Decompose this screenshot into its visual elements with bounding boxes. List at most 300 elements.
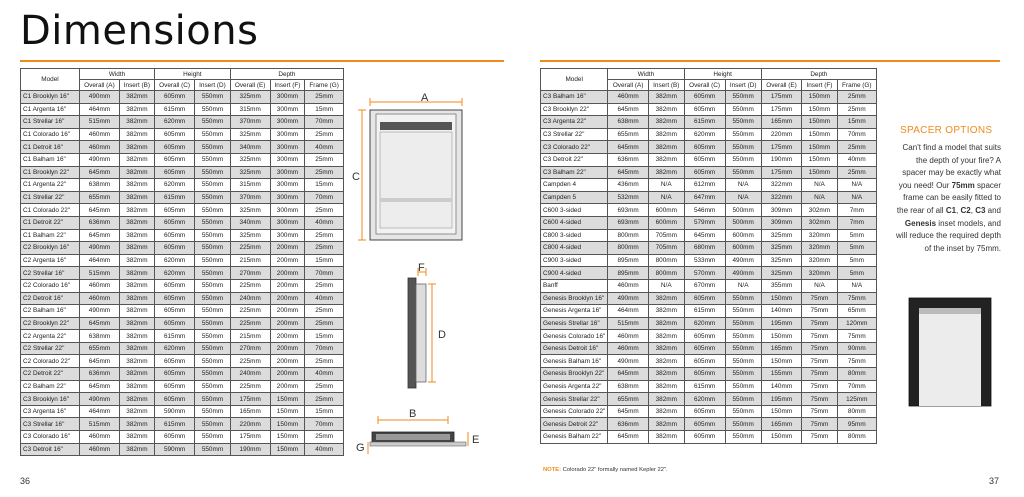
value-cell: 125mm [837,393,876,406]
value-cell: 300mm [270,116,305,129]
value-cell: 693mm [608,216,649,229]
value-cell: 200mm [270,342,305,355]
value-cell: 382mm [119,103,154,116]
model-cell: Genesis Colorado 16" [541,330,608,343]
value-cell: 490mm [80,393,120,406]
value-cell: 615mm [154,330,194,343]
value-cell: N/A [648,179,684,192]
model-cell: C3 Colorado 22" [541,141,608,154]
table-row [541,292,877,305]
value-cell: 382mm [648,355,684,368]
table-row [21,267,344,280]
value-cell: 225mm [230,355,270,368]
dimensions-table-right [540,68,877,444]
value-cell: 75mm [837,292,876,305]
value-cell: 315mm [230,103,270,116]
value-cell: 25mm [305,393,344,406]
value-cell: 382mm [119,355,154,368]
value-cell: 309mm [761,216,802,229]
value-cell: 150mm [270,393,305,406]
value-cell: 550mm [725,380,761,393]
value-cell: 645mm [608,141,649,154]
value-cell: 175mm [761,166,802,179]
value-cell: 75mm [802,393,837,406]
value-cell: 382mm [648,317,684,330]
sub-header: Insert (F) [802,80,837,91]
model-cell: Genesis Strellar 22" [541,393,608,406]
value-cell: 464mm [80,103,120,116]
value-cell: 645mm [608,431,649,444]
value-cell: 382mm [648,418,684,431]
table-row [541,128,877,141]
value-cell: 25mm [305,279,344,292]
value-cell: 75mm [802,342,837,355]
value-cell: 645mm [80,355,120,368]
value-cell: 25mm [837,91,876,104]
width-header: Width [80,69,155,80]
table-row [541,279,877,292]
table-row [21,342,344,355]
value-cell: 590mm [154,405,194,418]
value-cell: 638mm [608,380,649,393]
model-cell: C1 Brooklyn 16" [21,91,80,104]
model-cell: C3 Strellar 16" [21,418,80,431]
table-row [21,216,344,229]
value-cell: 515mm [80,418,120,431]
value-cell: 605mm [684,342,725,355]
value-cell: 612mm [684,179,725,192]
model-cell: Genesis Colorado 22" [541,405,608,418]
value-cell: 75mm [802,317,837,330]
front-view-diagram [350,92,470,252]
value-cell: 315mm [230,179,270,192]
value-cell: 570mm [684,267,725,280]
value-cell: 550mm [195,380,231,393]
value-cell: 382mm [119,342,154,355]
value-cell: 655mm [80,191,120,204]
model-cell: C1 Strellar 16" [21,116,80,129]
value-cell: 200mm [270,317,305,330]
value-cell: 800mm [648,254,684,267]
height-header: Height [684,69,761,80]
value-cell: 550mm [195,166,231,179]
value-cell: 382mm [119,153,154,166]
value-cell: 550mm [725,368,761,381]
table-body-left [21,91,344,456]
value-cell: 550mm [195,431,231,444]
value-cell: 190mm [761,153,802,166]
value-cell: 615mm [154,191,194,204]
value-cell: 75mm [802,305,837,318]
value-cell: 150mm [802,141,837,154]
value-cell: 309mm [761,204,802,217]
height-header: Height [154,69,230,80]
value-cell: 600mm [725,229,761,242]
label-f: F [418,262,425,274]
model-cell: C800 4-sided [541,242,608,255]
table-row [21,380,344,393]
value-cell: 75mm [802,355,837,368]
value-cell: 225mm [230,380,270,393]
value-cell: 620mm [154,254,194,267]
value-cell: N/A [725,191,761,204]
value-cell: 550mm [195,368,231,381]
table-row [541,380,877,393]
value-cell: 150mm [802,166,837,179]
value-cell: 5mm [837,254,876,267]
value-cell: 382mm [648,405,684,418]
value-cell: 550mm [195,443,231,456]
model-cell: C3 Brooklyn 22" [541,103,608,116]
value-cell: 382mm [119,179,154,192]
value-cell: 645mm [608,103,649,116]
value-cell: 140mm [761,305,802,318]
model-header: Model [541,69,608,91]
model-cell: C2 Detroit 16" [21,292,80,305]
model-cell: C3 Strellar 22" [541,128,608,141]
sub-header: Overall (C) [154,80,194,91]
value-cell: 460mm [608,342,649,355]
value-cell: 460mm [80,141,120,154]
label-a: A [421,92,429,104]
model-cell: C2 Balham 22" [21,380,80,393]
value-cell: 550mm [725,418,761,431]
value-cell: 605mm [684,368,725,381]
sub-header: Overall (A) [608,80,649,91]
model-cell: Genesis Argenta 22" [541,380,608,393]
value-cell: 550mm [725,153,761,166]
value-cell: 382mm [119,166,154,179]
value-cell: 382mm [648,292,684,305]
value-cell: 693mm [608,204,649,217]
value-cell: 382mm [648,342,684,355]
value-cell: 75mm [802,380,837,393]
value-cell: 605mm [154,141,194,154]
sub-header: Overall (A) [80,80,120,91]
table-body-right [541,91,877,444]
value-cell: 25mm [837,103,876,116]
value-cell: 200mm [270,305,305,318]
value-cell: 605mm [154,431,194,444]
value-cell: 550mm [195,267,231,280]
top-view-diagram [366,410,476,460]
value-cell: 550mm [195,128,231,141]
value-cell: 70mm [305,267,344,280]
value-cell: 490mm [608,355,649,368]
table-row [21,292,344,305]
sub-header: Frame (G) [837,80,876,91]
value-cell: 200mm [270,368,305,381]
value-cell: 605mm [684,355,725,368]
label-c: C [352,171,360,183]
value-cell: 322mm [761,191,802,204]
table-row [541,166,877,179]
value-cell: 382mm [119,305,154,318]
page-title: Dimensions [20,8,259,54]
value-cell: 620mm [684,393,725,406]
model-cell: C2 Colorado 16" [21,279,80,292]
value-cell: 645mm [608,166,649,179]
value-cell: 550mm [725,103,761,116]
value-cell: 150mm [802,128,837,141]
value-cell: 490mm [725,254,761,267]
table-row [21,229,344,242]
model-cell: Genesis Balham 22" [541,431,608,444]
depth-header: Depth [230,69,343,80]
value-cell: 590mm [154,443,194,456]
value-cell: N/A [725,179,761,192]
value-cell: 638mm [80,179,120,192]
value-cell: 382mm [648,116,684,129]
value-cell: 460mm [80,292,120,305]
sub-header: Insert (D) [195,80,231,91]
value-cell: 165mm [761,418,802,431]
model-cell: Genesis Brooklyn 22" [541,368,608,381]
value-cell: 225mm [230,305,270,318]
value-cell: 605mm [154,242,194,255]
value-cell: 615mm [684,380,725,393]
value-cell: 75mm [837,355,876,368]
value-cell: N/A [802,279,837,292]
model-cell: C1 Brooklyn 22" [21,166,80,179]
value-cell: 150mm [270,405,305,418]
table-row [21,204,344,217]
value-cell: 655mm [80,342,120,355]
model-cell: C600 4-sided [541,216,608,229]
table-row [541,103,877,116]
model-cell: C3 Detroit 16" [21,443,80,456]
value-cell: 5mm [837,267,876,280]
value-cell: 195mm [761,393,802,406]
value-cell: 600mm [648,216,684,229]
value-cell: 370mm [230,191,270,204]
value-cell: 550mm [725,355,761,368]
table-row [541,204,877,217]
value-cell: 165mm [761,116,802,129]
value-cell: 800mm [648,267,684,280]
value-cell: 636mm [608,418,649,431]
value-cell: 5mm [837,242,876,255]
value-cell: 80mm [837,368,876,381]
table-row [541,418,877,431]
value-cell: 515mm [80,116,120,129]
value-cell: 605mm [684,431,725,444]
value-cell: 670mm [684,279,725,292]
value-cell: 175mm [761,103,802,116]
value-cell: 325mm [230,229,270,242]
value-cell: 150mm [761,330,802,343]
value-cell: 382mm [648,431,684,444]
value-cell: 40mm [305,216,344,229]
value-cell: 615mm [684,305,725,318]
value-cell: 325mm [761,267,802,280]
model-cell: C3 Argenta 22" [541,116,608,129]
value-cell: 460mm [608,279,649,292]
value-cell: 550mm [195,153,231,166]
value-cell: 25mm [305,355,344,368]
value-cell: 320mm [802,267,837,280]
value-cell: 200mm [270,279,305,292]
value-cell: 605mm [154,305,194,318]
value-cell: 550mm [725,330,761,343]
value-cell: 550mm [195,216,231,229]
value-cell: 550mm [195,405,231,418]
value-cell: 382mm [119,405,154,418]
value-cell: 325mm [761,254,802,267]
model-header: Model [21,69,80,91]
model-cell: Genesis Brooklyn 16" [541,292,608,305]
value-cell: 800mm [608,242,649,255]
label-b: B [409,408,417,420]
table-row [21,179,344,192]
value-cell: 355mm [761,279,802,292]
table-row [541,116,877,129]
value-cell: 165mm [230,405,270,418]
value-cell: 25mm [305,242,344,255]
value-cell: 300mm [270,216,305,229]
value-cell: 550mm [725,91,761,104]
model-cell: C2 Argenta 16" [21,254,80,267]
value-cell: 120mm [837,317,876,330]
value-cell: 605mm [154,292,194,305]
value-cell: 382mm [119,204,154,217]
table-row [21,431,344,444]
value-cell: 25mm [837,166,876,179]
value-cell: 65mm [837,305,876,318]
table-row [541,91,877,104]
value-cell: 200mm [270,330,305,343]
value-cell: 460mm [608,330,649,343]
value-cell: 490mm [725,267,761,280]
value-cell: 382mm [119,267,154,280]
value-cell: N/A [837,179,876,192]
value-cell: 464mm [80,405,120,418]
model-cell: C2 Strellar 16" [21,267,80,280]
value-cell: 300mm [270,179,305,192]
table-row [541,179,877,192]
value-cell: 645mm [80,229,120,242]
value-cell: 382mm [119,216,154,229]
value-cell: 460mm [608,91,649,104]
model-cell: C1 Detroit 16" [21,141,80,154]
table-row [541,242,877,255]
value-cell: N/A [648,279,684,292]
value-cell: 382mm [119,317,154,330]
value-cell: 605mm [154,380,194,393]
table-row [21,317,344,330]
model-cell: Campden 5 [541,191,608,204]
model-cell: C3 Argenta 16" [21,405,80,418]
value-cell: 550mm [725,128,761,141]
value-cell: 605mm [684,405,725,418]
value-cell: 25mm [837,141,876,154]
model-cell: C1 Strellar 22" [21,191,80,204]
value-cell: 175mm [761,91,802,104]
value-cell: 636mm [80,216,120,229]
value-cell: 215mm [230,330,270,343]
page-number-left: 36 [20,476,31,486]
model-cell: C3 Balham 16" [541,91,608,104]
value-cell: 40mm [305,443,344,456]
value-cell: 25mm [305,380,344,393]
value-cell: 225mm [230,317,270,330]
value-cell: 200mm [270,292,305,305]
value-cell: 200mm [270,380,305,393]
model-cell: Genesis Balham 16" [541,355,608,368]
table-row [21,254,344,267]
value-cell: 382mm [119,393,154,406]
sub-header: Insert (D) [725,80,761,91]
model-cell: C900 3-sided [541,254,608,267]
title-rule-right [540,60,1000,62]
value-cell: 620mm [684,317,725,330]
note: NOTE: Colorado 22" formally named Kepler 22". [543,467,668,473]
model-cell: Banff [541,279,608,292]
value-cell: 70mm [305,116,344,129]
value-cell: 140mm [761,380,802,393]
value-cell: 550mm [725,116,761,129]
value-cell: 490mm [80,242,120,255]
value-cell: N/A [725,279,761,292]
table-row [541,393,877,406]
table-row [541,153,877,166]
value-cell: 240mm [230,368,270,381]
value-cell: 90mm [837,342,876,355]
value-cell: 605mm [154,91,194,104]
value-cell: 605mm [154,229,194,242]
value-cell: 15mm [305,330,344,343]
value-cell: 605mm [154,355,194,368]
value-cell: 70mm [305,191,344,204]
value-cell: 605mm [154,368,194,381]
value-cell: 150mm [802,91,837,104]
value-cell: 436mm [608,179,649,192]
value-cell: N/A [837,191,876,204]
table-row [21,128,344,141]
value-cell: 600mm [648,204,684,217]
value-cell: 15mm [305,103,344,116]
value-cell: 300mm [270,141,305,154]
table-row [21,405,344,418]
value-cell: 25mm [305,305,344,318]
value-cell: 302mm [802,204,837,217]
value-cell: 550mm [725,431,761,444]
value-cell: 325mm [230,128,270,141]
model-cell: C2 Balham 16" [21,305,80,318]
value-cell: 605mm [154,393,194,406]
value-cell: 550mm [195,229,231,242]
value-cell: 7mm [837,204,876,217]
value-cell: 80mm [837,431,876,444]
value-cell: 70mm [305,342,344,355]
value-cell: 550mm [195,204,231,217]
value-cell: 325mm [761,242,802,255]
value-cell: 550mm [725,393,761,406]
side-view-diagram [398,264,438,394]
table-row [541,191,877,204]
model-cell: C2 Brooklyn 22" [21,317,80,330]
value-cell: 150mm [270,418,305,431]
value-cell: 190mm [230,443,270,456]
value-cell: 550mm [195,279,231,292]
value-cell: 200mm [270,355,305,368]
value-cell: 645mm [608,368,649,381]
value-cell: 705mm [648,242,684,255]
value-cell: 95mm [837,418,876,431]
value-cell: 75mm [802,368,837,381]
value-cell: 200mm [270,242,305,255]
value-cell: 382mm [119,368,154,381]
